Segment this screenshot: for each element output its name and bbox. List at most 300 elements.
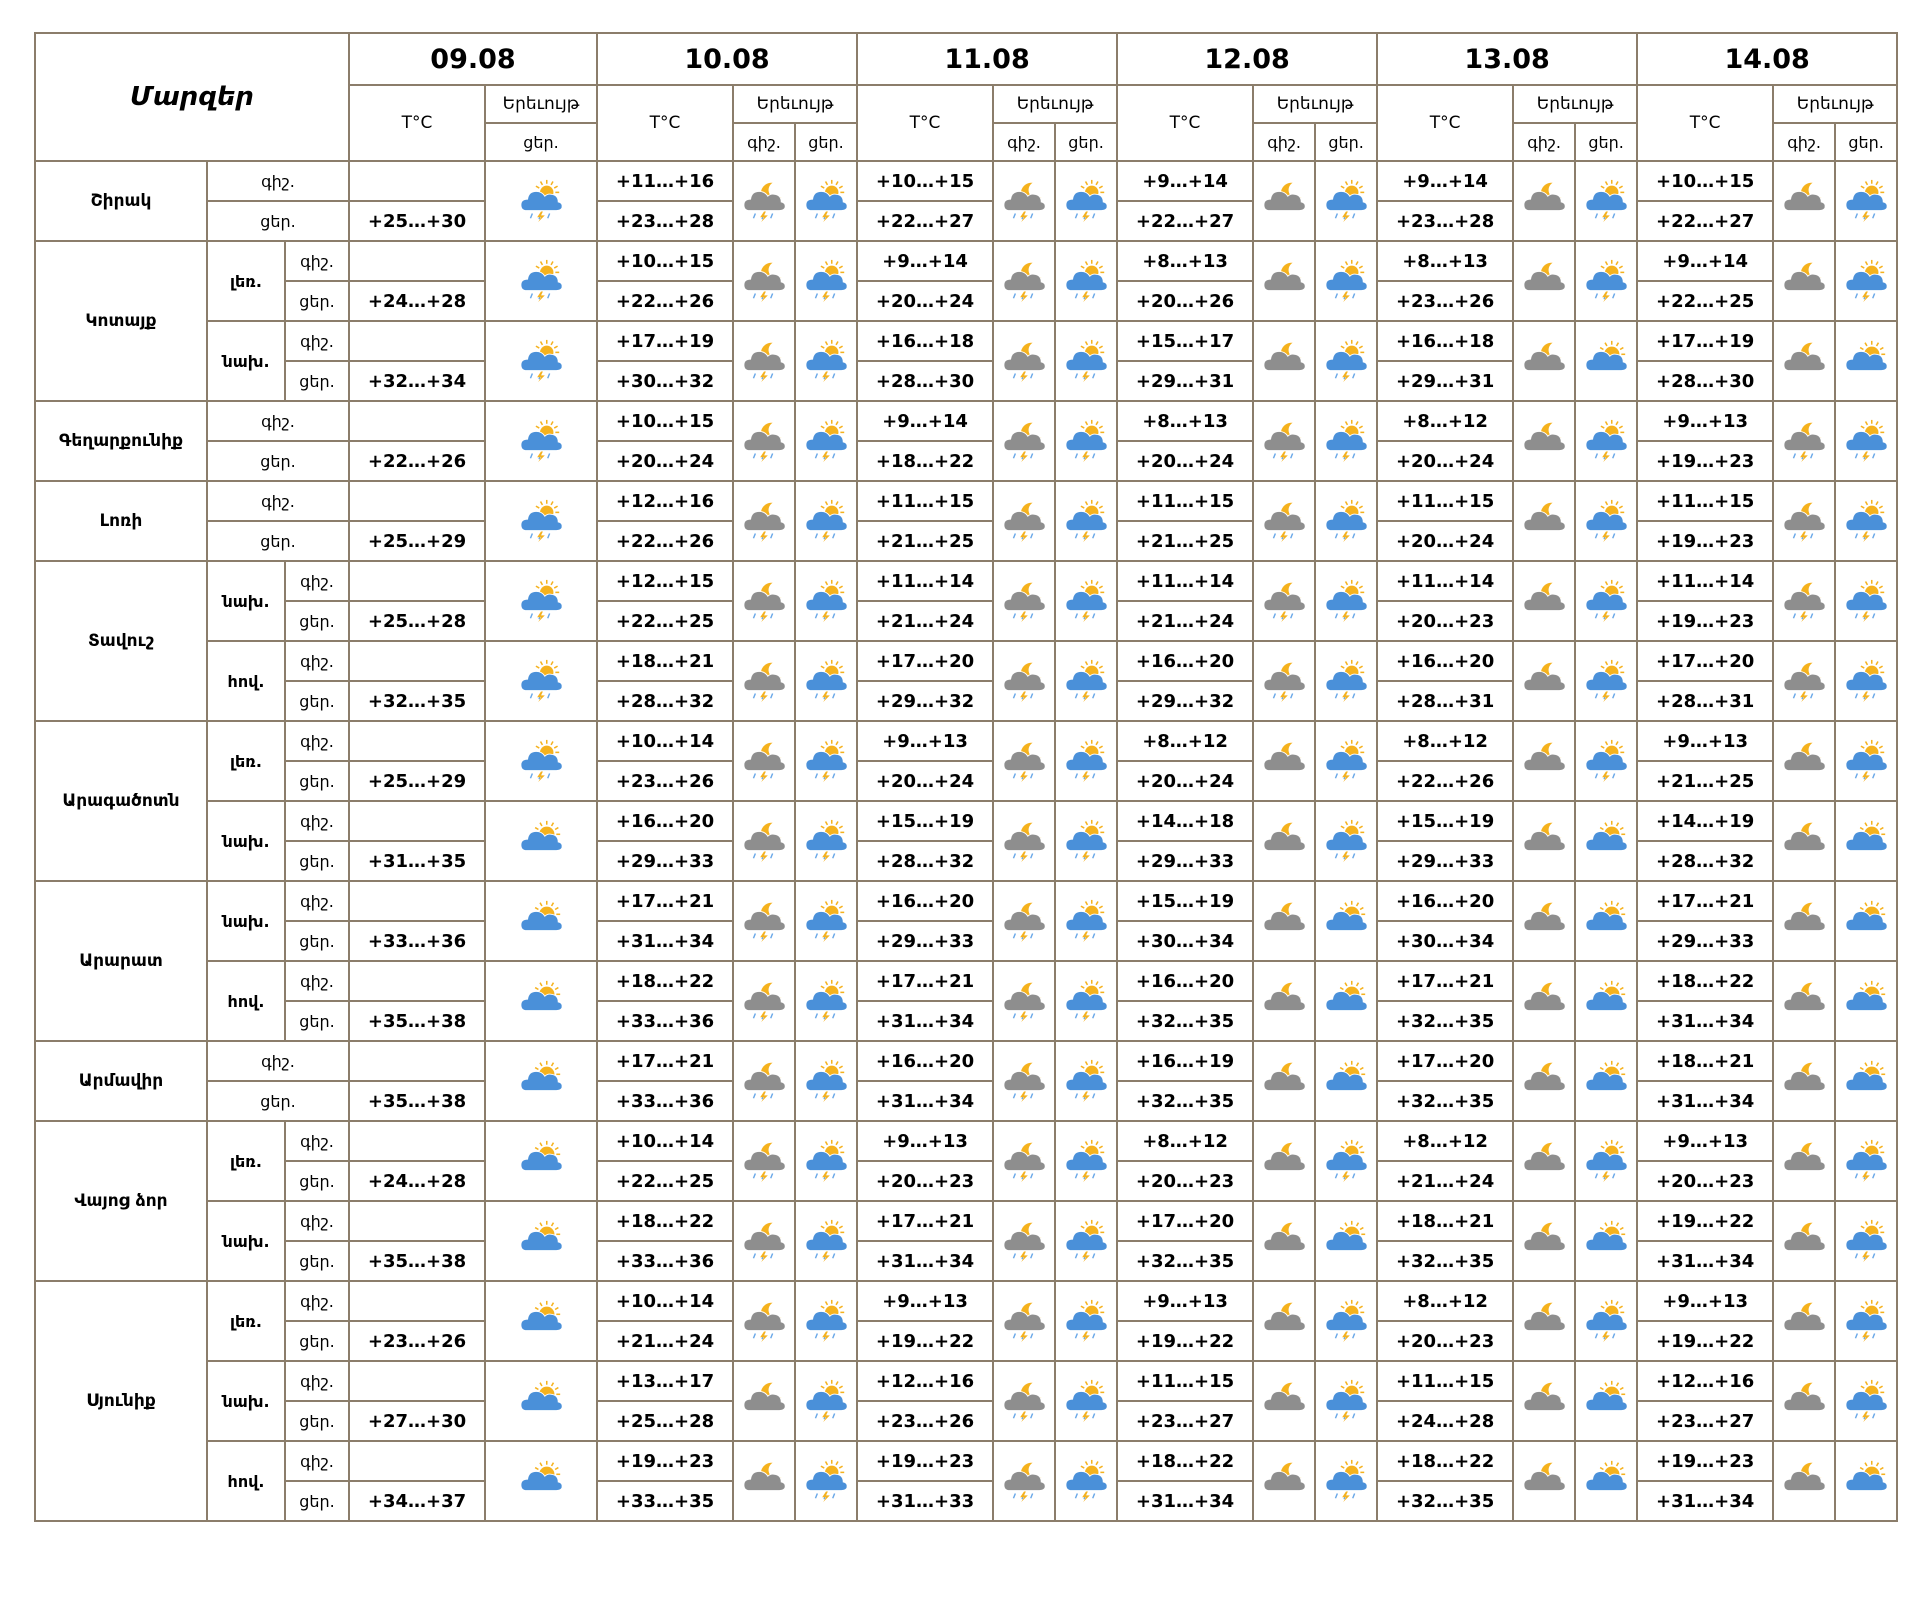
moon-cloud-icon	[1521, 1058, 1567, 1104]
moon-cloud-icon	[1261, 1458, 1307, 1504]
phenomenon-cell	[993, 881, 1055, 961]
subregion-label: հով.	[207, 961, 285, 1041]
temperature-cell: +11…+15	[1637, 481, 1773, 521]
phenomenon-cell	[1253, 1361, 1315, 1441]
temperature-cell: +11…+15	[1117, 481, 1253, 521]
cloud-sun-rain-icon	[803, 578, 849, 624]
sun-cloud-icon	[518, 978, 564, 1024]
cloud-sun-rain-icon	[1063, 418, 1109, 464]
cloud-sun-rain-icon	[1323, 338, 1369, 384]
phenomenon-cell	[1835, 401, 1897, 481]
cloud-sun-rain-icon	[1323, 1138, 1369, 1184]
temperature-cell: +13…+17	[597, 1361, 733, 1401]
subregion-label: նախ.	[207, 801, 285, 881]
temperature-cell: +28…+30	[857, 361, 993, 401]
table-row	[35, 481, 1897, 521]
phenomenon-cell	[1773, 801, 1835, 881]
phenomenon-cell	[993, 801, 1055, 881]
moon-cloud-rain-icon	[1001, 258, 1047, 304]
phenomenon-cell	[1055, 161, 1117, 241]
temperature-cell: +23…+27	[1117, 1401, 1253, 1441]
moon-cloud-rain-icon	[741, 1218, 787, 1264]
temperature-cell: +9…+14	[857, 401, 993, 441]
temperature-cell: +24…+28	[349, 1161, 485, 1201]
subregion-label: հով.	[207, 641, 285, 721]
temperature-cell: +10…+15	[597, 241, 733, 281]
phenomenon-header: Երեւույթ	[485, 85, 597, 123]
temperature-cell: +32…+35	[1377, 1241, 1513, 1281]
cloud-sun-rain-icon	[518, 338, 564, 384]
phenomenon-cell	[993, 1441, 1055, 1521]
phenomenon-cell	[1513, 401, 1575, 481]
phenomenon-cell	[1513, 721, 1575, 801]
temp-header: T°C	[1377, 85, 1513, 161]
temperature-cell	[349, 561, 485, 601]
temperature-cell: +32…+34	[349, 361, 485, 401]
temperature-cell: +8…+12	[1117, 721, 1253, 761]
sun-cloud-icon	[1583, 1218, 1629, 1264]
night-label: գիշ.	[285, 721, 349, 761]
moon-cloud-icon	[1521, 258, 1567, 304]
temperature-cell: +15…+19	[857, 801, 993, 841]
temperature-cell: +34…+37	[349, 1481, 485, 1521]
date-header: 09.08	[349, 33, 597, 85]
moon-cloud-rain-icon	[741, 978, 787, 1024]
temperature-cell: +17…+20	[1377, 1041, 1513, 1081]
cloud-sun-rain-icon	[1063, 738, 1109, 784]
night-label: գիշ.	[1253, 123, 1315, 161]
temp-header: T°C	[857, 85, 993, 161]
temperature-cell: +32…+35	[349, 681, 485, 721]
temperature-cell: +22…+26	[597, 521, 733, 561]
temperature-cell: +14…+18	[1117, 801, 1253, 841]
phenomenon-cell	[1835, 961, 1897, 1041]
phenomenon-cell	[1575, 481, 1637, 561]
phenomenon-cell	[1055, 1281, 1117, 1361]
temperature-cell: +20…+24	[597, 441, 733, 481]
temp-header: T°C	[1117, 85, 1253, 161]
phenomenon-cell	[1835, 641, 1897, 721]
phenomenon-cell	[1513, 321, 1575, 401]
phenomenon-cell	[485, 641, 597, 721]
phenomenon-cell	[1315, 161, 1377, 241]
phenomenon-cell	[733, 721, 795, 801]
moon-cloud-icon	[1521, 178, 1567, 224]
moon-cloud-rain-icon	[1001, 578, 1047, 624]
moon-cloud-icon	[1521, 338, 1567, 384]
temperature-cell: +19…+23	[857, 1441, 993, 1481]
moon-cloud-rain-icon	[1001, 1138, 1047, 1184]
cloud-sun-rain-icon	[1323, 1458, 1369, 1504]
cloud-sun-rain-icon	[1063, 498, 1109, 544]
moon-cloud-rain-icon	[741, 818, 787, 864]
temperature-cell: +20…+24	[857, 761, 993, 801]
temperature-cell: +18…+22	[1377, 1441, 1513, 1481]
moon-cloud-rain-icon	[1001, 658, 1047, 704]
phenomenon-cell	[993, 561, 1055, 641]
cloud-sun-rain-icon	[803, 338, 849, 384]
sun-cloud-icon	[518, 1298, 564, 1344]
phenomenon-cell	[1315, 801, 1377, 881]
phenomenon-cell	[733, 561, 795, 641]
phenomenon-cell	[1575, 721, 1637, 801]
temperature-cell: +22…+25	[597, 601, 733, 641]
subregion-label: լեռ.	[207, 1281, 285, 1361]
phenomenon-cell	[1773, 721, 1835, 801]
temperature-cell: +25…+30	[349, 201, 485, 241]
phenomenon-cell	[1513, 1201, 1575, 1281]
temperature-cell	[349, 1361, 485, 1401]
temperature-cell: +11…+15	[1377, 1361, 1513, 1401]
cloud-sun-rain-icon	[803, 178, 849, 224]
cloud-sun-rain-icon	[803, 658, 849, 704]
phenomenon-cell	[1055, 961, 1117, 1041]
sun-cloud-icon	[518, 1218, 564, 1264]
cloud-sun-rain-icon	[1063, 978, 1109, 1024]
phenomenon-cell	[1055, 1201, 1117, 1281]
temperature-cell: +11…+15	[1117, 1361, 1253, 1401]
temperature-cell: +25…+28	[349, 601, 485, 641]
sun-cloud-icon	[518, 818, 564, 864]
day-label: ցեր.	[207, 201, 349, 241]
temperature-cell	[349, 961, 485, 1001]
temperature-cell: +30…+34	[1377, 921, 1513, 961]
subregion-label: լեռ.	[207, 1121, 285, 1201]
temperature-cell: +28…+31	[1377, 681, 1513, 721]
phenomenon-cell	[1773, 481, 1835, 561]
phenomenon-cell	[1575, 961, 1637, 1041]
phenomenon-cell	[733, 881, 795, 961]
subregion-label: լեռ.	[207, 721, 285, 801]
temperature-cell: +22…+25	[1637, 281, 1773, 321]
phenomenon-cell	[733, 161, 795, 241]
table-row	[35, 1201, 1897, 1241]
phenomenon-cell	[1773, 241, 1835, 321]
temperature-cell: +31…+34	[857, 1081, 993, 1121]
sun-cloud-icon	[518, 1458, 564, 1504]
temperature-cell: +18…+22	[1117, 1441, 1253, 1481]
temperature-cell: +22…+26	[1377, 761, 1513, 801]
phenomenon-cell	[1253, 1121, 1315, 1201]
phenomenon-cell	[795, 161, 857, 241]
temperature-cell: +21…+25	[1117, 521, 1253, 561]
temperature-cell: +15…+19	[1117, 881, 1253, 921]
moon-cloud-icon	[1781, 1218, 1827, 1264]
moon-cloud-icon	[1781, 1138, 1827, 1184]
phenomenon-cell	[1253, 1441, 1315, 1521]
cloud-sun-rain-icon	[1323, 498, 1369, 544]
table-row	[35, 1121, 1897, 1161]
night-label: գիշ.	[285, 1201, 349, 1241]
phenomenon-cell	[1773, 1441, 1835, 1521]
temperature-cell: +9…+14	[1637, 241, 1773, 281]
temperature-cell: +31…+35	[349, 841, 485, 881]
temperature-cell: +10…+15	[597, 401, 733, 441]
night-label: գիշ.	[285, 1121, 349, 1161]
phenomenon-cell	[1055, 241, 1117, 321]
moon-cloud-icon	[741, 1458, 787, 1504]
phenomenon-cell	[1315, 961, 1377, 1041]
moon-cloud-rain-icon	[1001, 178, 1047, 224]
cloud-sun-rain-icon	[1323, 1298, 1369, 1344]
temperature-cell	[349, 1441, 485, 1481]
moon-cloud-icon	[1781, 338, 1827, 384]
table-row	[35, 961, 1897, 1001]
moon-cloud-rain-icon	[1001, 1378, 1047, 1424]
phenomenon-cell	[993, 641, 1055, 721]
phenomenon-cell	[1835, 881, 1897, 961]
temperature-cell: +10…+14	[597, 1281, 733, 1321]
cloud-sun-rain-icon	[518, 658, 564, 704]
date-header: 13.08	[1377, 33, 1637, 85]
temperature-cell: +14…+19	[1637, 801, 1773, 841]
table-row	[35, 241, 1897, 281]
temperature-cell: +31…+34	[597, 921, 733, 961]
temperature-cell: +23…+28	[597, 201, 733, 241]
temperature-cell: +8…+13	[1117, 401, 1253, 441]
temperature-cell	[349, 401, 485, 441]
phenomenon-cell	[1315, 1361, 1377, 1441]
cloud-sun-rain-icon	[1063, 1218, 1109, 1264]
moon-cloud-icon	[1261, 1298, 1307, 1344]
moon-cloud-icon	[1521, 418, 1567, 464]
temperature-cell: +19…+23	[597, 1441, 733, 1481]
temperature-cell: +33…+36	[597, 1081, 733, 1121]
temperature-cell: +20…+23	[1377, 601, 1513, 641]
phenomenon-cell	[1513, 1281, 1575, 1361]
phenomenon-cell	[795, 561, 857, 641]
phenomenon-cell	[1055, 481, 1117, 561]
sun-cloud-icon	[1583, 1458, 1629, 1504]
moon-cloud-icon	[1521, 1218, 1567, 1264]
temperature-cell: +11…+15	[1377, 481, 1513, 521]
cloud-sun-rain-icon	[518, 258, 564, 304]
day-label: ցեր.	[285, 1481, 349, 1521]
day-label: ցեր.	[1315, 123, 1377, 161]
day-label: ցեր.	[207, 521, 349, 561]
day-label: ցեր.	[1575, 123, 1637, 161]
cloud-sun-rain-icon	[518, 578, 564, 624]
temperature-cell: +9…+13	[1637, 401, 1773, 441]
night-label: գիշ.	[207, 1041, 349, 1081]
temperature-cell: +23…+26	[857, 1401, 993, 1441]
temperature-cell: +18…+22	[1637, 961, 1773, 1001]
phenomenon-cell	[485, 1121, 597, 1201]
phenomenon-cell	[1575, 801, 1637, 881]
temperature-cell: +20…+23	[857, 1161, 993, 1201]
temperature-cell: +29…+33	[1117, 841, 1253, 881]
temperature-cell: +32…+35	[1117, 1081, 1253, 1121]
cloud-sun-rain-icon	[1583, 178, 1629, 224]
temperature-cell: +17…+21	[857, 961, 993, 1001]
region-name: Արագածոտն	[35, 721, 207, 881]
sun-cloud-icon	[1323, 1058, 1369, 1104]
temperature-cell	[349, 641, 485, 681]
temperature-cell: +21…+24	[597, 1321, 733, 1361]
cloud-sun-rain-icon	[803, 738, 849, 784]
temperature-cell: +22…+27	[857, 201, 993, 241]
sun-cloud-icon	[518, 1138, 564, 1184]
temperature-cell: +17…+21	[597, 1041, 733, 1081]
phenomenon-cell	[733, 1201, 795, 1281]
temperature-cell: +20…+26	[1117, 281, 1253, 321]
temperature-cell: +21…+24	[1377, 1161, 1513, 1201]
phenomenon-cell	[1773, 641, 1835, 721]
phenomenon-cell	[993, 481, 1055, 561]
moon-cloud-icon	[1521, 578, 1567, 624]
moon-cloud-rain-icon	[1001, 338, 1047, 384]
phenomenon-cell	[1315, 401, 1377, 481]
cloud-sun-rain-icon	[1323, 418, 1369, 464]
phenomenon-cell	[1513, 561, 1575, 641]
phenomenon-cell	[1055, 801, 1117, 881]
temperature-cell	[349, 481, 485, 521]
temperature-cell: +19…+22	[1637, 1201, 1773, 1241]
temperature-cell: +17…+21	[597, 881, 733, 921]
night-label: գիշ.	[1773, 123, 1835, 161]
phenomenon-cell	[1835, 241, 1897, 321]
subregion-label: նախ.	[207, 561, 285, 641]
cloud-sun-rain-icon	[518, 738, 564, 784]
moon-cloud-icon	[1781, 978, 1827, 1024]
temp-header: T°C	[1637, 85, 1773, 161]
night-label: գիշ.	[285, 1361, 349, 1401]
phenomenon-cell	[1253, 881, 1315, 961]
night-label: գիշ.	[285, 961, 349, 1001]
temperature-cell: +29…+33	[857, 921, 993, 961]
temperature-cell	[349, 721, 485, 761]
phenomenon-cell	[1575, 241, 1637, 321]
temperature-cell: +17…+19	[597, 321, 733, 361]
temperature-cell: +9…+13	[1117, 1281, 1253, 1321]
phenomenon-cell	[1315, 1041, 1377, 1121]
moon-cloud-icon	[1781, 738, 1827, 784]
cloud-sun-rain-icon	[1843, 1378, 1889, 1424]
cloud-sun-rain-icon	[1843, 418, 1889, 464]
moon-cloud-icon	[741, 1378, 787, 1424]
night-label: գիշ.	[993, 123, 1055, 161]
moon-cloud-icon	[1521, 738, 1567, 784]
sun-cloud-icon	[1843, 818, 1889, 864]
phenomenon-cell	[485, 721, 597, 801]
temperature-cell: +9…+13	[857, 721, 993, 761]
date-header: 14.08	[1637, 33, 1897, 85]
forecast-container	[34, 32, 1898, 1522]
phenomenon-cell	[733, 401, 795, 481]
temperature-cell: +30…+34	[1117, 921, 1253, 961]
moon-cloud-rain-icon	[1001, 978, 1047, 1024]
phenomenon-header: Երեւույթ	[733, 85, 857, 123]
cloud-sun-rain-icon	[803, 1058, 849, 1104]
cloud-sun-rain-icon	[1323, 818, 1369, 864]
phenomenon-cell	[1773, 561, 1835, 641]
cloud-sun-rain-icon	[1843, 1138, 1889, 1184]
phenomenon-cell	[1055, 1441, 1117, 1521]
phenomenon-cell	[1253, 1041, 1315, 1121]
temperature-cell: +18…+21	[597, 641, 733, 681]
temperature-cell: +25…+28	[597, 1401, 733, 1441]
cloud-sun-rain-icon	[803, 1298, 849, 1344]
day-label: ցեր.	[285, 1161, 349, 1201]
temperature-cell: +17…+20	[1637, 641, 1773, 681]
moon-cloud-rain-icon	[741, 898, 787, 944]
phenomenon-cell	[1575, 1201, 1637, 1281]
moon-cloud-rain-icon	[741, 1058, 787, 1104]
temperature-cell: +15…+19	[1377, 801, 1513, 841]
moon-cloud-rain-icon	[741, 338, 787, 384]
moon-cloud-icon	[1781, 1458, 1827, 1504]
temperature-cell: +35…+38	[349, 1081, 485, 1121]
temperature-cell: +16…+20	[857, 881, 993, 921]
phenomenon-cell	[993, 1041, 1055, 1121]
temperature-cell: +21…+25	[1637, 761, 1773, 801]
region-name: Գեղարքունիք	[35, 401, 207, 481]
phenomenon-cell	[1055, 721, 1117, 801]
phenomenon-cell	[1253, 1281, 1315, 1361]
temperature-cell: +18…+22	[597, 961, 733, 1001]
temperature-cell: +10…+15	[857, 161, 993, 201]
phenomenon-cell	[1773, 1201, 1835, 1281]
cloud-sun-rain-icon	[1323, 258, 1369, 304]
phenomenon-cell	[485, 801, 597, 881]
sun-cloud-icon	[518, 898, 564, 944]
temperature-cell: +20…+24	[1117, 441, 1253, 481]
phenomenon-cell	[1315, 481, 1377, 561]
phenomenon-cell	[1575, 1441, 1637, 1521]
temperature-cell: +11…+15	[857, 481, 993, 521]
phenomenon-cell	[1575, 1281, 1637, 1361]
moon-cloud-rain-icon	[741, 578, 787, 624]
region-name: Շիրակ	[35, 161, 207, 241]
moon-cloud-icon	[1261, 1058, 1307, 1104]
sun-cloud-icon	[1843, 978, 1889, 1024]
phenomenon-cell	[733, 1281, 795, 1361]
phenomenon-cell	[795, 481, 857, 561]
phenomenon-cell	[1773, 881, 1835, 961]
phenomenon-cell	[485, 1361, 597, 1441]
temperature-cell	[349, 881, 485, 921]
phenomenon-cell	[1513, 1121, 1575, 1201]
temperature-cell	[349, 1041, 485, 1081]
temperature-cell: +10…+15	[1637, 161, 1773, 201]
cloud-sun-rain-icon	[803, 898, 849, 944]
phenomenon-cell	[993, 1281, 1055, 1361]
temperature-cell: +22…+25	[597, 1161, 733, 1201]
phenomenon-cell	[795, 881, 857, 961]
temperature-cell: +17…+21	[1637, 881, 1773, 921]
region-name: Կոտայք	[35, 241, 207, 401]
sun-cloud-icon	[1583, 898, 1629, 944]
temperature-cell: +20…+24	[1377, 521, 1513, 561]
temperature-cell: +31…+33	[857, 1481, 993, 1521]
temperature-cell: +22…+26	[597, 281, 733, 321]
temperature-cell: +11…+16	[597, 161, 733, 201]
moon-cloud-icon	[1521, 498, 1567, 544]
moon-cloud-icon	[1521, 1458, 1567, 1504]
cloud-sun-rain-icon	[1583, 498, 1629, 544]
night-label: գիշ.	[285, 1281, 349, 1321]
phenomenon-cell	[795, 1121, 857, 1201]
phenomenon-cell	[993, 161, 1055, 241]
phenomenon-cell	[993, 1121, 1055, 1201]
cloud-sun-rain-icon	[1583, 658, 1629, 704]
moon-cloud-icon	[1261, 738, 1307, 784]
temperature-cell: +8…+12	[1377, 1121, 1513, 1161]
temperature-cell: +32…+35	[1377, 1481, 1513, 1521]
temperature-cell: +28…+32	[597, 681, 733, 721]
temperature-cell: +29…+32	[857, 681, 993, 721]
phenomenon-cell	[1513, 801, 1575, 881]
